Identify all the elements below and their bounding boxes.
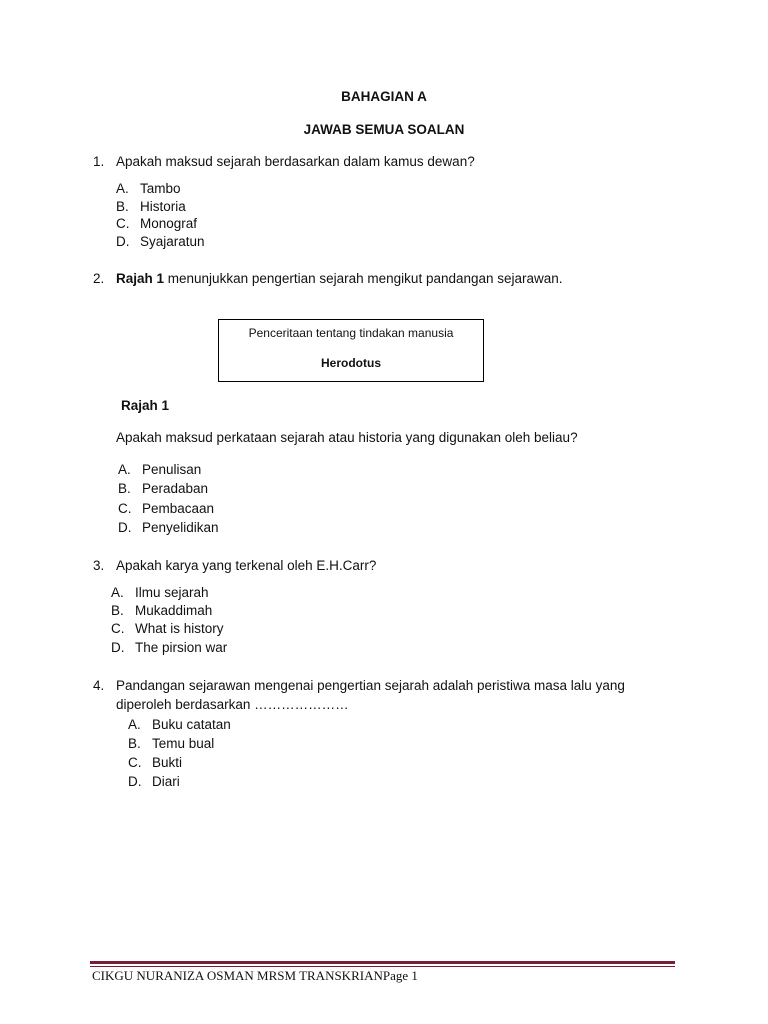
option-letter: C. (111, 621, 125, 636)
option-letter: B. (128, 736, 141, 751)
option-text: Historia (140, 199, 186, 214)
figure-box (218, 319, 484, 382)
option-text: Tambo (140, 181, 181, 196)
question-4-option-c (128, 755, 182, 770)
option-letter: C. (118, 501, 132, 516)
question-4-option-d (128, 774, 180, 789)
question-2-text (116, 271, 563, 286)
figure-box-author: Herodotus (321, 356, 381, 370)
question-4-option-b (128, 736, 214, 751)
question-3-number: 3. (93, 558, 105, 573)
option-letter: B. (116, 199, 129, 214)
figure-label: Rajah 1 (121, 398, 170, 413)
question-2-number: 2. (93, 271, 105, 286)
option-text: Penyelidikan (142, 520, 219, 535)
option-text: What is history (135, 621, 224, 636)
question-2-option-c (118, 501, 214, 516)
figure-reference: Rajah 1 (116, 271, 165, 286)
question-1-option-c (116, 216, 197, 231)
section-title: BAHAGIAN A (341, 89, 427, 104)
question-3-option-a (111, 585, 209, 600)
question-1-text: Apakah maksud sejarah berdasarkan dalam kamus dewan? (116, 154, 475, 169)
footer-page-number: Page 1 (382, 968, 418, 983)
option-letter: A. (128, 717, 141, 732)
question-1-option-d (116, 234, 205, 249)
question-4-text-line2: diperoleh berdasarkan ………………… (116, 697, 349, 712)
question-1-number: 1. (93, 154, 105, 169)
option-letter: A. (111, 585, 124, 600)
option-letter: D. (128, 774, 142, 789)
option-letter: A. (116, 181, 129, 196)
option-text: Monograf (140, 216, 198, 231)
footer-author: CIKGU NURANIZA OSMAN MRSM TRANSKRIAN (92, 968, 383, 983)
footer-rule-thick (90, 961, 675, 964)
question-2-option-b (118, 481, 208, 496)
footer-rule-thin (90, 966, 675, 967)
question-2-option-a (118, 462, 201, 477)
question-2-text-rest: menunjukkan pengertian sejarah mengikut pandangan sejarawan. (164, 271, 563, 286)
question-3-option-d (111, 640, 227, 655)
option-text: Diari (152, 774, 180, 789)
option-letter: D. (116, 234, 130, 249)
question-2-option-d (118, 520, 219, 535)
option-letter: B. (111, 603, 124, 618)
option-text: Ilmu sejarah (135, 585, 209, 600)
question-4-option-a (128, 717, 231, 732)
question-3-option-c (111, 621, 224, 636)
option-letter: B. (118, 481, 131, 496)
question-1-option-b (116, 199, 186, 214)
option-letter: D. (111, 640, 125, 655)
option-text: Syajaratun (140, 234, 205, 249)
option-text: Peradaban (142, 481, 209, 496)
option-letter: D. (118, 520, 132, 535)
question-3-option-b (111, 603, 212, 618)
option-letter: A. (118, 462, 131, 477)
option-text: Penulisan (142, 462, 202, 477)
option-text: Temu bual (152, 736, 215, 751)
instruction-title: JAWAB SEMUA SOALAN (303, 122, 465, 137)
question-4-number: 4. (93, 678, 105, 693)
question-4-text-line1: Pandangan sejarawan mengenai pengertian sejarah adalah peristiwa masa lalu yang (116, 678, 625, 693)
question-1-option-a (116, 181, 181, 196)
question-3-text: Apakah karya yang terkenal oleh E.H.Carr? (116, 558, 377, 573)
option-text: Buku catatan (152, 717, 231, 732)
option-text: Mukaddimah (135, 603, 213, 618)
footer (92, 968, 418, 984)
option-text: The pirsion war (135, 640, 228, 655)
option-text: Pembacaan (142, 501, 215, 516)
question-2-prompt: Apakah maksud perkataan sejarah atau historia yang digunakan oleh beliau? (116, 430, 578, 445)
option-text: Bukti (152, 755, 183, 770)
option-letter: C. (128, 755, 142, 770)
figure-box-definition: Penceritaan tentang tindakan manusia (248, 326, 454, 340)
option-letter: C. (116, 216, 130, 231)
